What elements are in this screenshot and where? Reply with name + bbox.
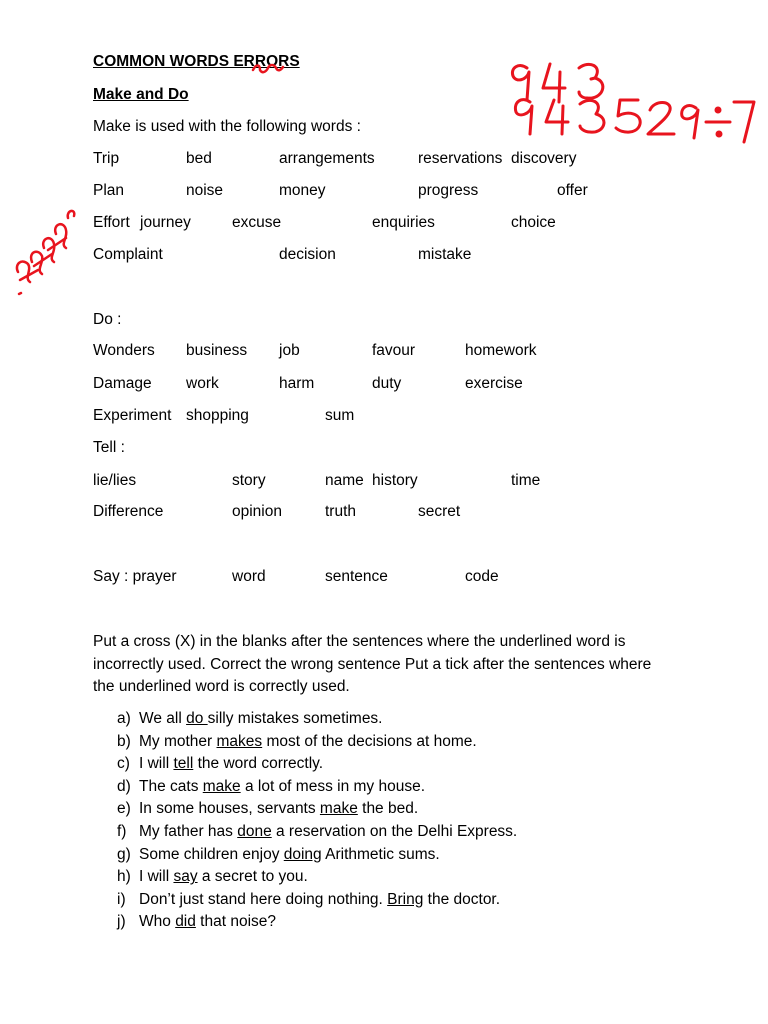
say-word: code (465, 568, 499, 585)
tell-word: history (372, 472, 418, 489)
do-word: Wonders (93, 342, 155, 359)
do-word: exercise (465, 375, 523, 392)
exercise-letter: e) (117, 800, 131, 818)
say-word: Say : prayer (93, 568, 177, 585)
exercise-letter: f) (117, 822, 127, 840)
make-word: money (279, 182, 326, 199)
sentence-part: the bed. (357, 800, 419, 818)
sentence-part: the word correctly. (193, 755, 324, 773)
sentence-part: a lot of mess in my house. (240, 777, 426, 795)
sentence-part: a reservation on the Delhi Express. (271, 822, 518, 840)
sentence-part: My father has (139, 822, 238, 840)
exercise-sentence (139, 798, 418, 821)
document-heading: COMMON WORDS ERRORS (93, 53, 300, 70)
tell-word: Difference (93, 503, 164, 520)
make-word: excuse (232, 214, 282, 231)
make-word: arrangements (279, 150, 375, 167)
sentence-part: The cats (139, 777, 203, 795)
underlined-word: did (175, 913, 196, 931)
tell-word: truth (325, 503, 357, 520)
underlined-word: makes (216, 732, 263, 750)
tell-word: opinion (232, 503, 282, 520)
sentence-part: I will (139, 868, 174, 886)
underlined-word: tell (173, 755, 194, 773)
exercise-sentence (139, 821, 517, 844)
sentence-part: most of the decisions at home. (262, 732, 477, 750)
tell-word: time (511, 472, 541, 489)
make-word: Trip (93, 150, 120, 167)
tell-word: lie/lies (93, 472, 137, 489)
exercise-letter: d) (117, 777, 131, 795)
exercise-letter: b) (117, 732, 131, 750)
make-word: enquiries (372, 214, 435, 231)
make-word: offer (557, 182, 588, 199)
exercise-sentence (139, 889, 500, 912)
make-word: choice (511, 214, 556, 231)
sentence-part: Don’t just stand here doing nothing. (139, 890, 388, 908)
tell-word: story (232, 472, 266, 489)
tell-word: name (325, 472, 364, 489)
do-word: business (186, 342, 248, 359)
make-word: Complaint (93, 246, 163, 263)
underlined-word: doing (283, 845, 322, 863)
do-word: job (279, 342, 300, 359)
sentence-part: I will (139, 755, 174, 773)
exercise-letter: g) (117, 845, 131, 863)
make-intro: Make is used with the following words : (93, 118, 361, 135)
exercise-sentence (139, 911, 276, 934)
exercise-sentence (139, 753, 323, 776)
underlined-word: do (186, 710, 208, 727)
do-word: shopping (186, 407, 249, 424)
exercise-sentence (139, 731, 477, 754)
underlined-word: make (319, 800, 358, 818)
sentence-part: a secret to you. (197, 868, 308, 886)
make-word: Plan (93, 182, 125, 199)
do-word: work (186, 375, 219, 392)
do-word: Damage (93, 375, 152, 392)
sentence-part: Arithmetic sums. (321, 845, 440, 863)
make-word: progress (418, 182, 479, 199)
sentence-part: the doctor. (423, 890, 501, 908)
do-word: favour (372, 342, 416, 359)
exercise-sentence (139, 844, 440, 867)
make-word: mistake (418, 246, 472, 263)
make-word: reservations (418, 150, 503, 167)
sentence-part: Who (139, 913, 176, 931)
exercise-sentence (139, 708, 383, 731)
make-word: noise (186, 182, 224, 199)
do-word: harm (279, 375, 315, 392)
do-word: duty (372, 375, 402, 392)
handwritten-943529-divided-by-7 (508, 92, 758, 152)
make-word: journey (140, 214, 191, 231)
exercise-instructions: Put a cross (X) in the blanks after the sentences where the underlined word is incorrectly used. Correct the wrong sentence Put a tick after the sentences where the underlined word is correctly used. (93, 633, 652, 695)
underlined-word: make (202, 777, 241, 795)
tell-label: Tell : (93, 439, 125, 456)
make-word: Effort (93, 214, 130, 231)
handwritten-mark-on-heading (250, 60, 286, 76)
underlined-word: say (173, 868, 198, 886)
exercise-letter: j) (117, 913, 126, 931)
handwritten-scribble-left (12, 200, 78, 296)
underlined-word: done (237, 822, 272, 840)
make-word: bed (186, 150, 212, 167)
sentence-part: In some houses, servants (139, 800, 320, 818)
section-heading-make-and-do: Make and Do (93, 86, 189, 103)
tell-word: secret (418, 503, 461, 520)
sentence-part: My mother (139, 732, 217, 750)
make-word: discovery (511, 150, 577, 167)
sentence-part: Some children enjoy (139, 845, 284, 863)
exercise-sentence (139, 776, 425, 799)
do-word: sum (325, 407, 355, 424)
make-word: decision (279, 246, 336, 263)
sentence-part: silly mistakes sometimes. (207, 710, 383, 727)
exercise-letter: h) (117, 868, 131, 886)
sentence-part: We all (139, 710, 187, 727)
underlined-word: Bring (387, 890, 424, 908)
exercise-letter: c) (117, 755, 130, 773)
say-word: sentence (325, 568, 388, 585)
sentence-part: that noise? (195, 913, 277, 931)
do-word: Experiment (93, 407, 172, 424)
say-word: word (232, 568, 266, 585)
do-label: Do : (93, 311, 122, 328)
do-word: homework (465, 342, 537, 359)
exercise-letter: i) (117, 890, 126, 908)
exercise-letter: a) (117, 710, 131, 727)
exercise-sentence (139, 866, 308, 889)
